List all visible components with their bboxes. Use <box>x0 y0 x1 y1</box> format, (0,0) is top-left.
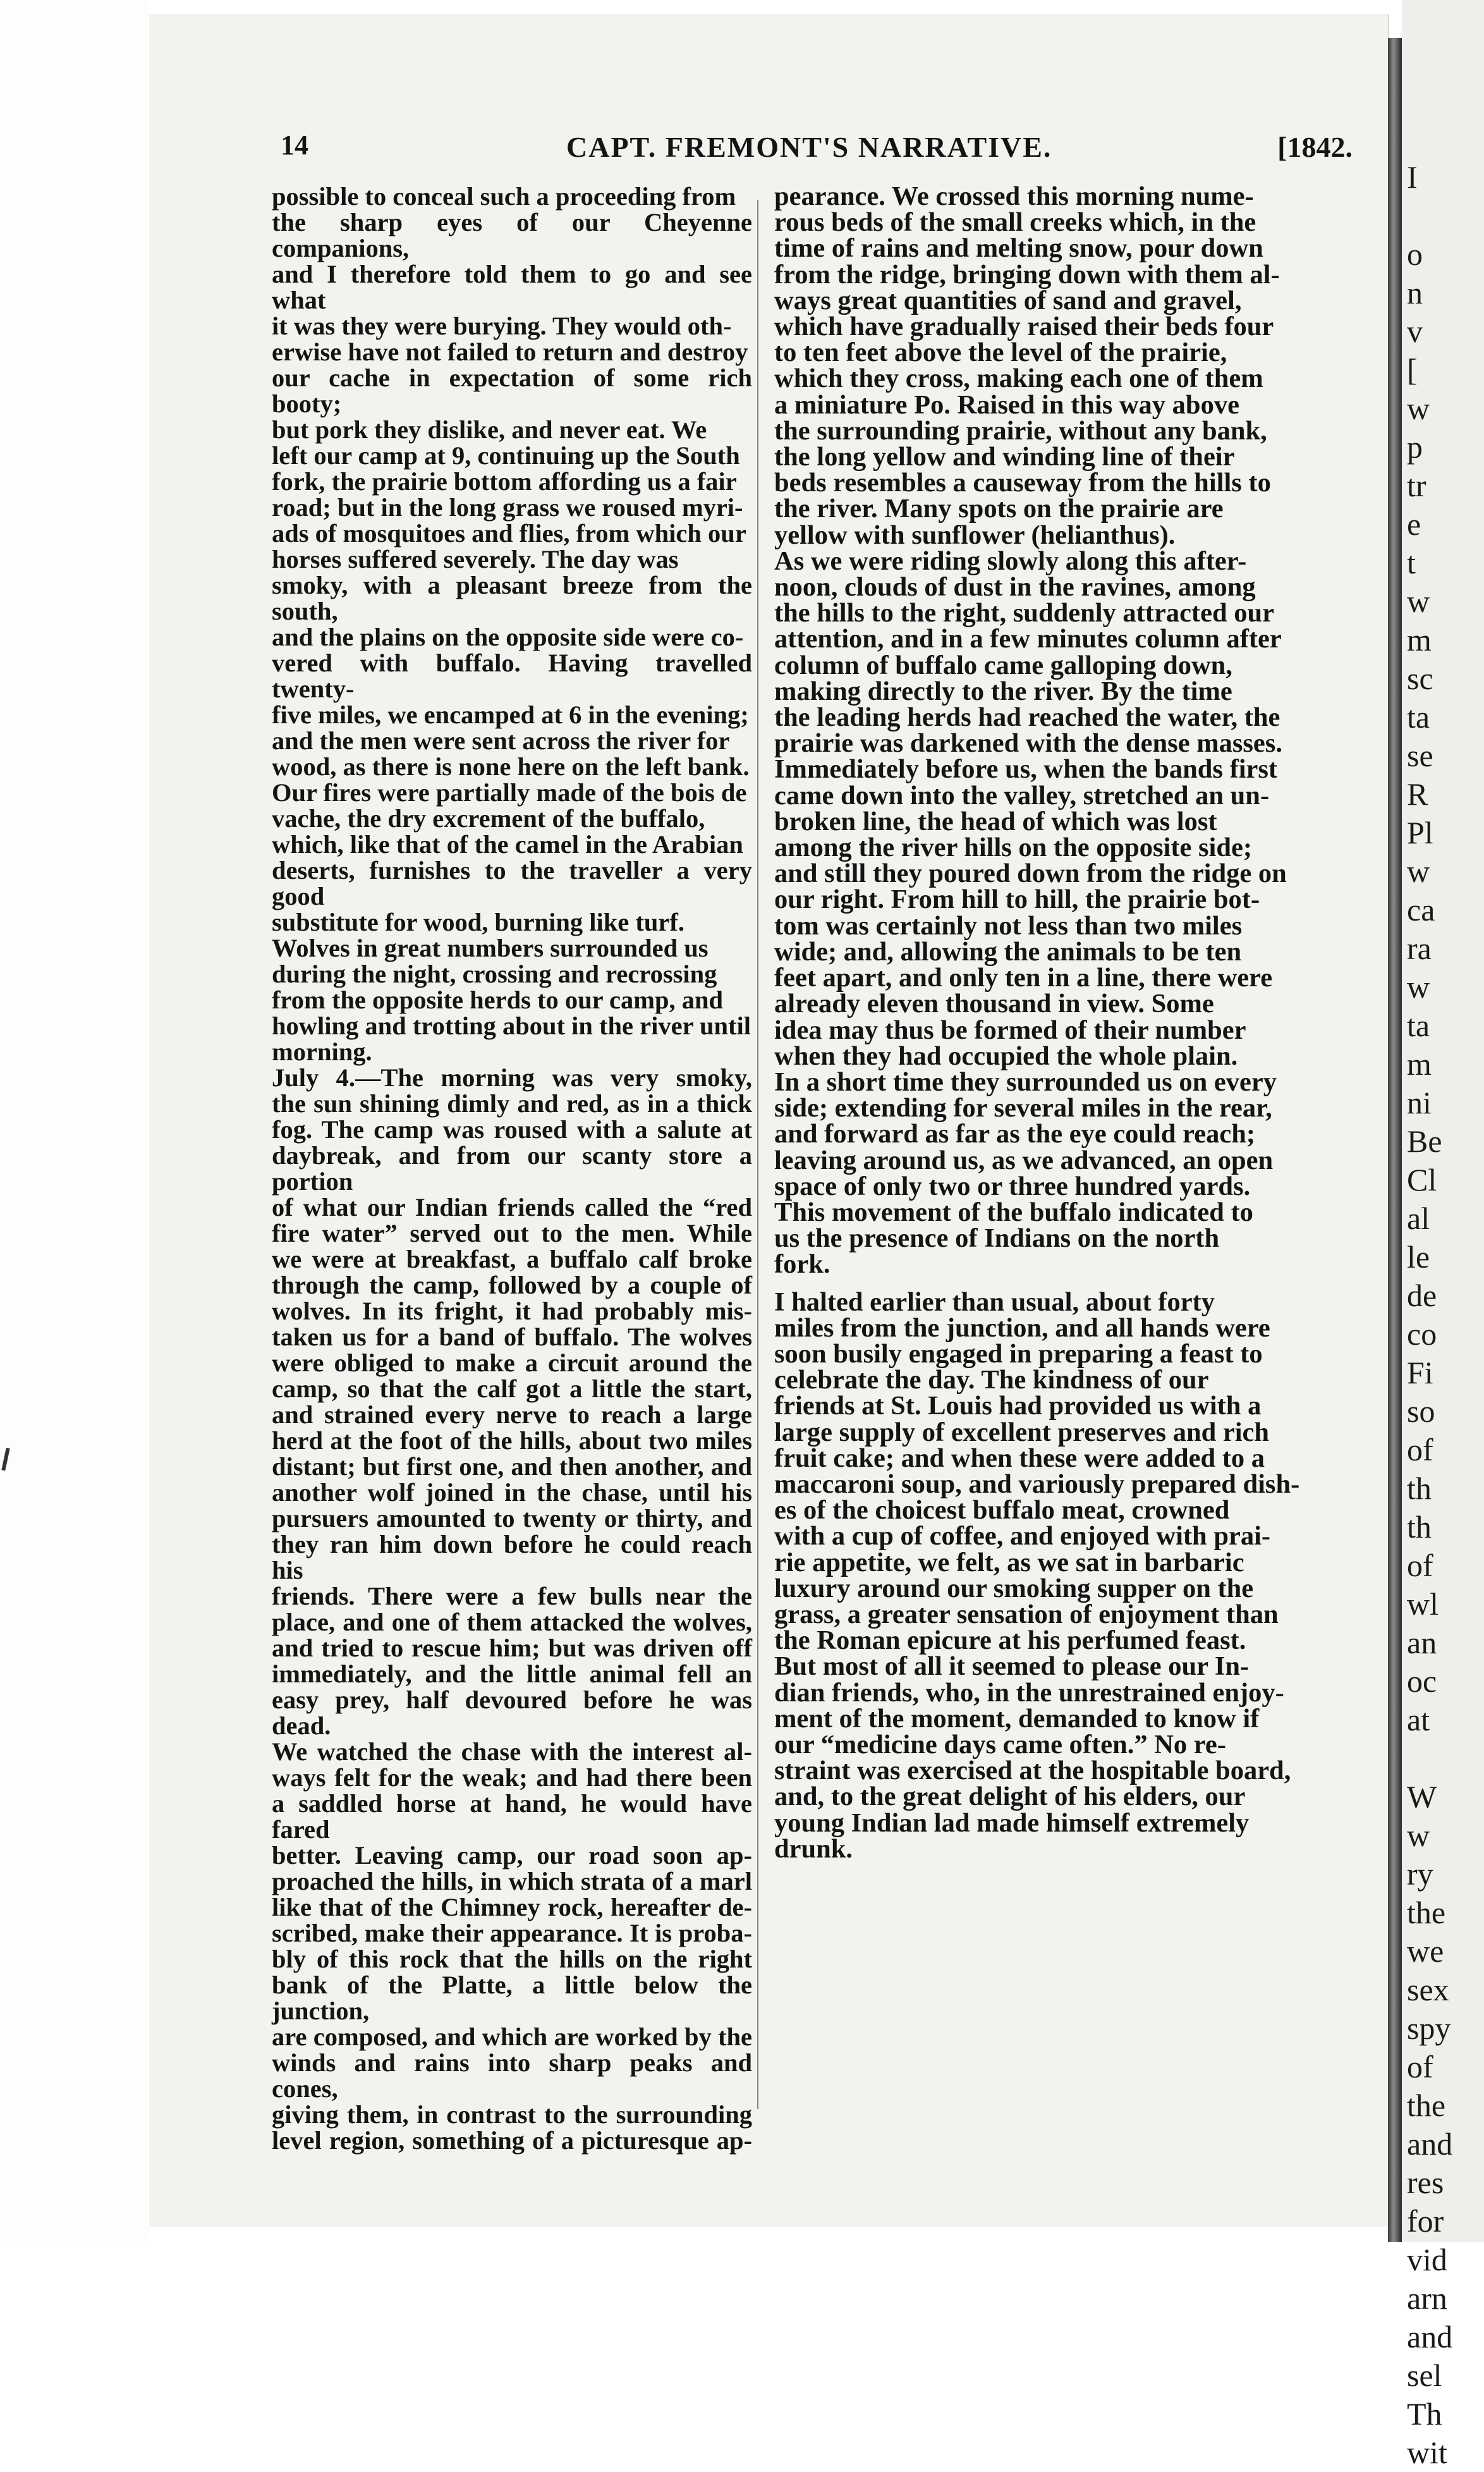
column-divider <box>757 200 758 2109</box>
running-header <box>281 119 1353 188</box>
paragraph: pearance. We crossed this morning nume- rous beds of the small creeks which, in the time of rains and melting snow, pour down from the ridge, bringing down with them al- ways great quantities of sand and gravel, which have gradually raised their beds four to ten feet above the level of the prairie, which they cross, making each one of them a miniature Po. Raised in this way above the surrounding prairie, without any bank, the long yellow and winding line of their beds resembles a causeway from the hills to the river. Many spots on the prairie are yellow with sunflower (helianthus). <box>774 181 1280 550</box>
text-column-left <box>272 183 752 2153</box>
header-year: [1842. <box>1277 131 1353 163</box>
paragraph: I halted earlier than usual, about forty miles from the junction, and all hands were soon busily engaged in preparing a feast to celebrate the day. The kindness of our friends at St. Louis had provided us with a large supply of excellent preserves and rich fruit cake; and when these were added to a maccaroni soup, and variously prepared dish- es of the choicest buffalo meat, crowned with a cup of coffee, and enjoyed with prai- rie appetite, we felt, as we sat in barbaric luxury around our smoking supper on the grass, a greater sensation of enjoyment than the Roman epicure at his perfumed feast. But most of all it seemed to please our In- dian friends, who, in the unrestrained enjoy- ment of the moment, demanded to know if our “medicine days came often.” No re- straint was exercised at the hospitable board, and, to the great delight of his elders, our young Indian lad made himself extremely drunk. <box>774 1287 1300 1864</box>
scan-margin <box>0 0 149 2242</box>
adjacent-page-fragment <box>1402 0 1484 2470</box>
running-title: CAPT. FREMONT'S NARRATIVE. <box>566 131 1052 163</box>
page-number: 14 <box>281 130 308 161</box>
page-gutter-shadow <box>1388 38 1402 2242</box>
text-column-right <box>774 183 1334 1862</box>
paragraph-july-4: July 4.—The morning was very smoky, the sun shining dimly and red, as in a thick fog. The camp was roused with a salute at daybreak, and from our scanty store a portion of what our Indian friends called the “red fire water” served out to the men. While we were at breakfast, a buffalo calf broke through the camp, followed by a couple of wolves. In its fright, it had probably mis- taken us for a band of buffalo. The wolves were obliged to make a circuit around the camp, so that the calf got a little the start, and strained every nerve to reach a large herd at the foot of the hills, about two miles distant; but first one, and then another, and another wolf joined in the chase, until his pursuers amounted to twenty or thirty, and they ran him down before he could reach his friends. There were a few bulls near the place, and one of them attacked the wolves, and tried to rescue him; but was driven off immediately, and the little animal fell an easy prey, half devoured before he was dead. We watched the chase with the interest al- ways felt for the weak; and had there been a saddled horse at hand, he would have fared better. Leaving camp, our road soon ap- proached the hills, in which strata of a marl like that of the Chimney rock, hereafter de- scribed, make their appearance. It is proba- bly of this rock that the hills on the right bank of the Platte, a little below the junction, are composed, and which are worked by the winds and rains into sharp peaks and cones, giving them, in contrast to the surrounding level region, something of a picturesque ap- <box>272 1063 752 2155</box>
adjacent-page-text: I o n v [ w p tr e t w m sc ta se R Pl w ca ra w ta m ni Be Cl al le de co Fi so of th th of wl an oc at W w ry the we sex spy of the and res for vid arn and sel Th wit <box>1407 159 1453 2470</box>
paragraph: possible to conceal such a proceeding from the sharp eyes of our Cheyenne companions, and I therefore told them to go and see what it was they were burying. They would oth- erwise have not failed to return and destroy our cache in expectation of some rich booty; but pork they dislike, and never eat. We left our camp at 9, continuing up the South fork, the prairie bottom affording us a fair road; but in the long grass we roused myri- ads of mosquitoes and flies, from which our horses suffered severely. The day was smoky, with a pleasant breeze from the south, and the plains on the opposite side were co- vered with buffalo. Having travelled twenty- five miles, we encamped at 6 in the evening; and the men were sent across the river for wood, as there is none here on the left bank. Our fires were partially made of the bois de vache, the dry excrement of the buffalo, which, like that of the camel in the Arabian deserts, furnishes to the traveller a very good substitute for wood, burning like turf. Wolves in great numbers surrounded us during the night, crossing and recrossing from the opposite herds to our camp, and howling and trotting about in the river until morning. <box>272 182 752 1066</box>
paragraph: As we were riding slowly along this after- noon, clouds of dust in the ravines, among the hills to the right, suddenly attracted our attention, and in a few minutes column after column of buffalo came galloping down, making directly to the river. By the time the leading herds had reached the water, the prairie was darkened with the dense masses. Immediately before us, when the bands first came down into the valley, stretched an un- broken line, the head of which was lost among the river hills on the opposite side; and still they poured down from the ridge on our right. From hill to hill, the prairie bot- tom was certainly not less than two miles wide; and, allowing the animals to be ten feet apart, and only ten in a line, there were already eleven thousand in view. Some idea may thus be formed of their number when they had occupied the whole plain. In a short time they surrounded us on every side; extending for several miles in the rear, and forward as far as the eye could reach; leaving around us, as we advanced, an open space of only two or three hundred yards. This movement of the buffalo indicated to us the presence of Indians on the north fork. <box>774 546 1287 1280</box>
